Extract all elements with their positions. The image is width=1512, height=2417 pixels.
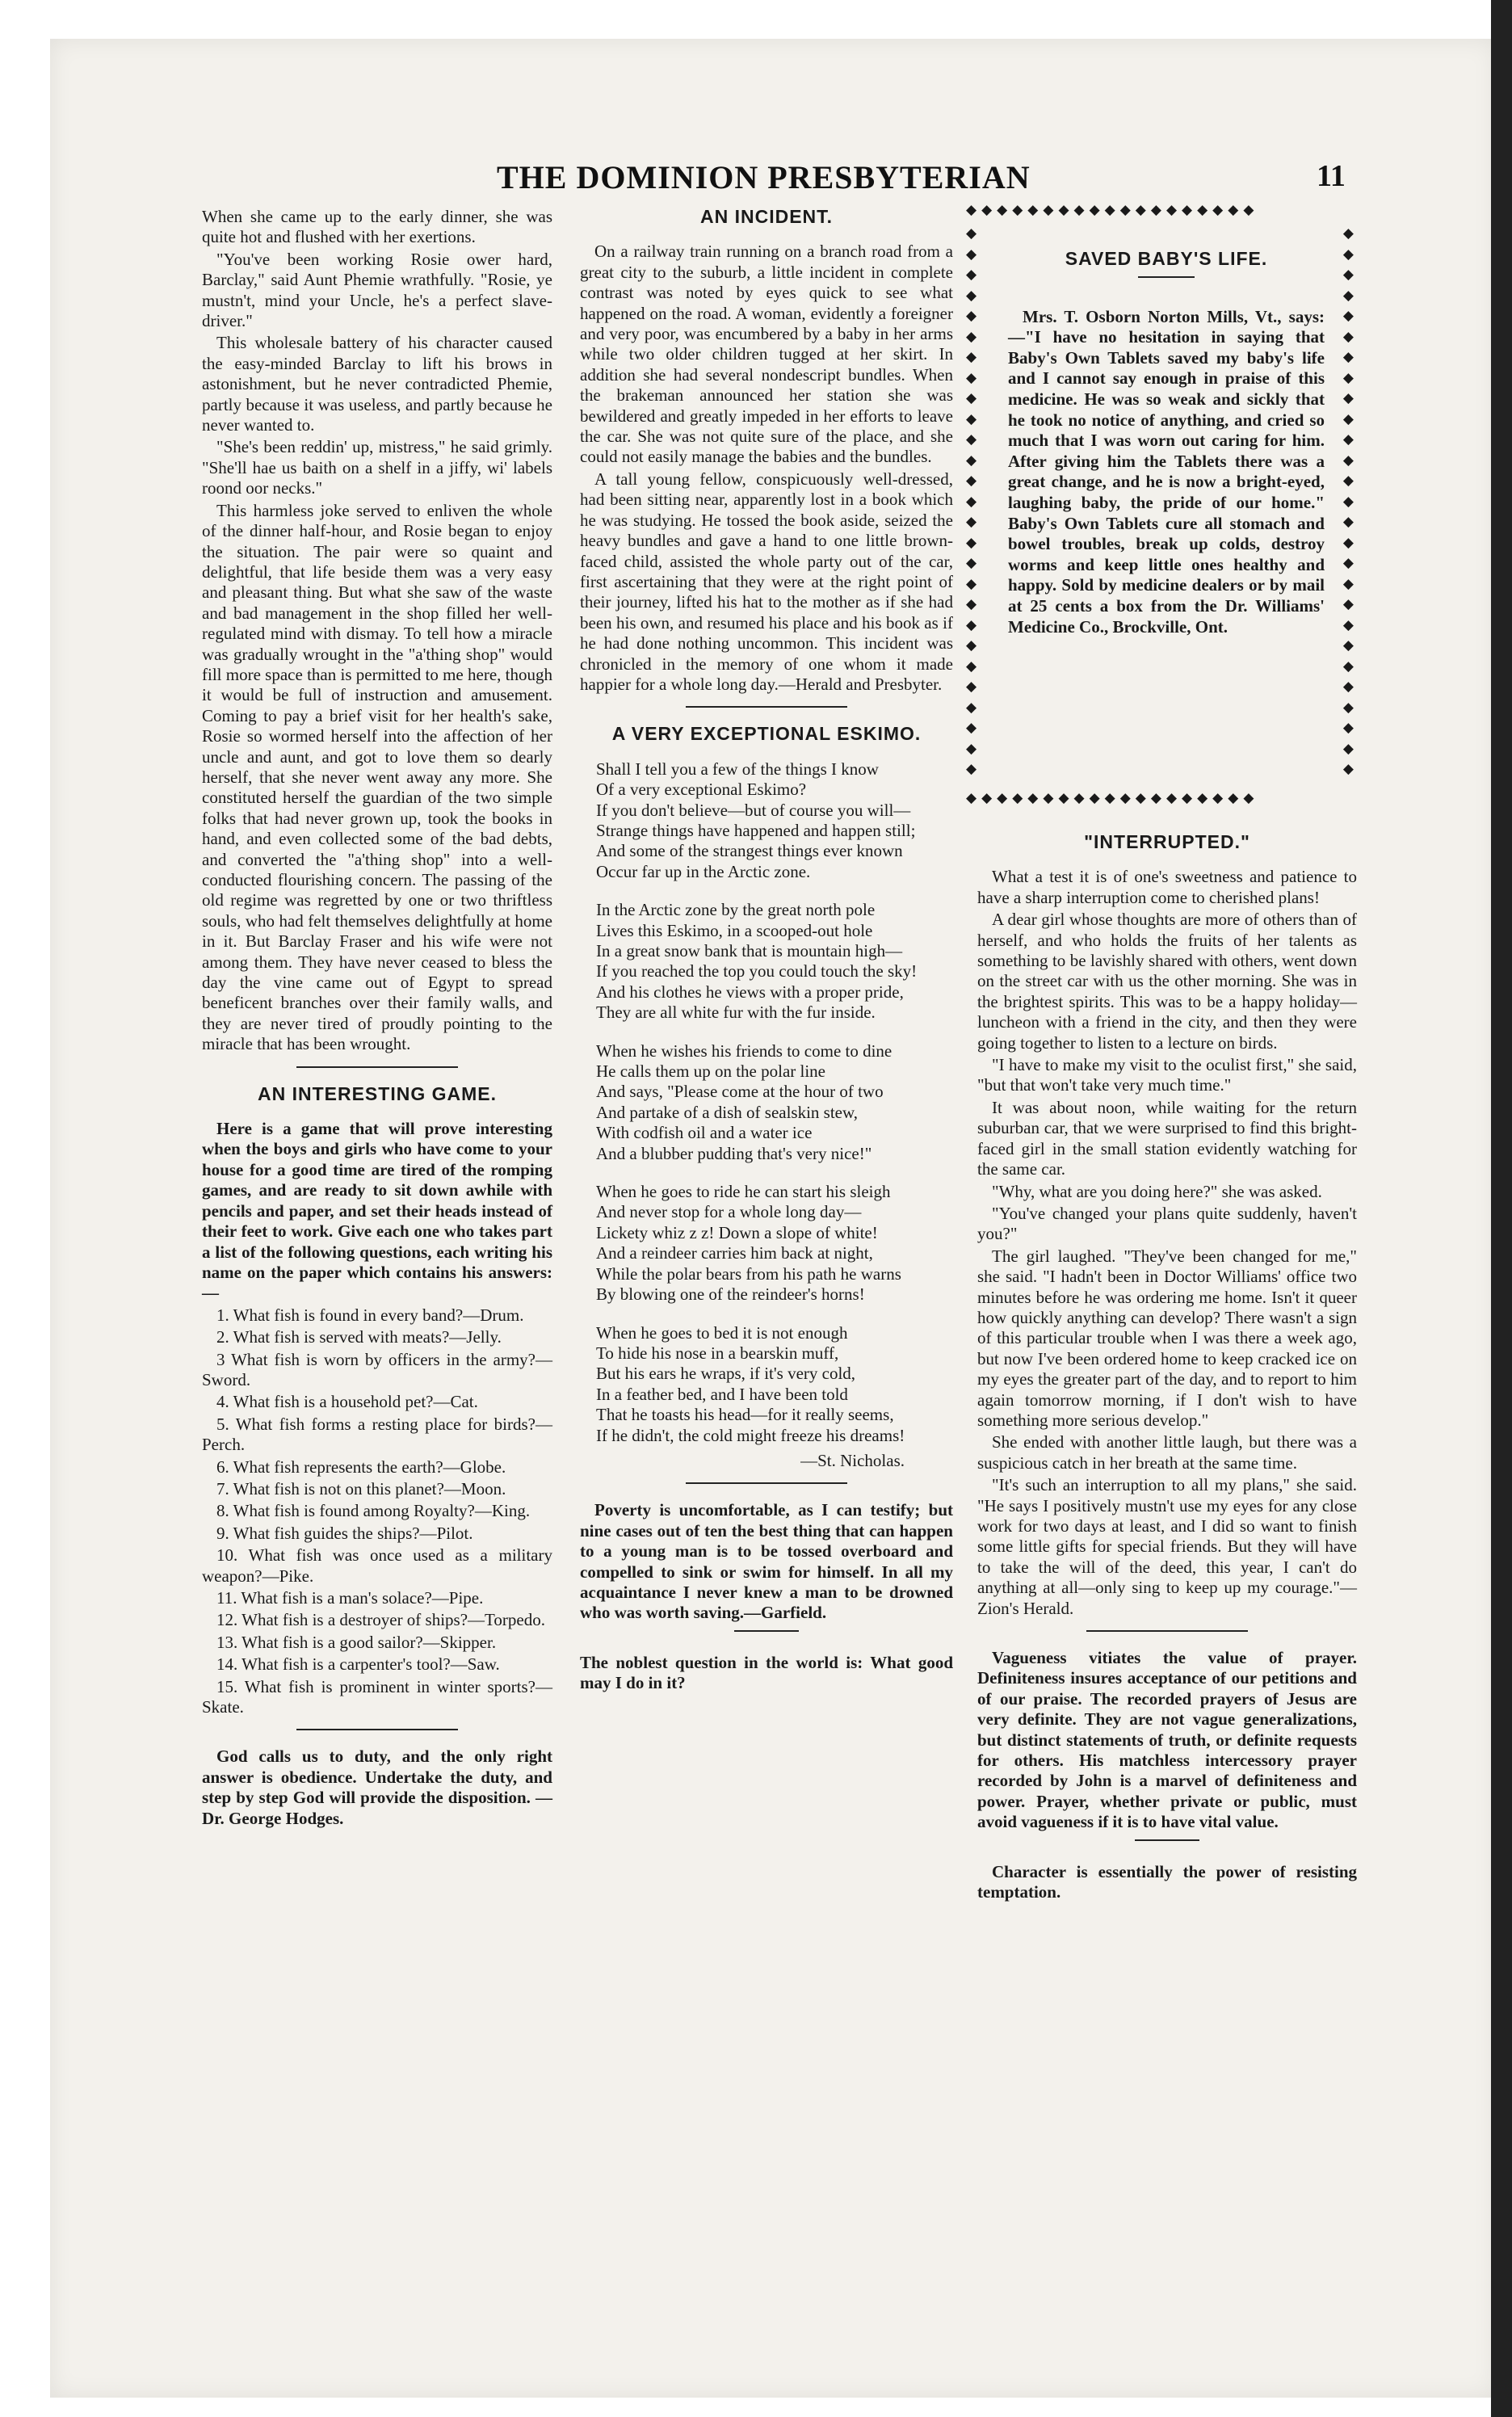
poem-line: When he goes to bed it is not enough (596, 1322, 848, 1343)
poem-line: Strange things have happened and happen still; (596, 820, 916, 840)
game-intro: Here is a game that will prove interesting when the boys and girls who have come to your house for a good time are tired of the romping games, and are ready to sit down awhile with pencils and paper, and set their heads instead of their feet to work. Give each one who takes part a list of the following questions, each writing his name on the paper which contains his answers:— (202, 1119, 552, 1303)
divider-rule (1138, 276, 1195, 278)
question-item: 3 What fish is worn by officers in the army?—Sword. (202, 1349, 552, 1389)
masthead-title: THE DOMINION PRESBYTERIAN (497, 159, 1031, 195)
divider-rule (734, 1630, 799, 1632)
interrupted-paragraph: What a test it is of one's sweetness and patience to have a sharp interruption come to cherished plans! (977, 867, 1357, 907)
eskimo-poem (580, 759, 953, 1446)
duty-quote: God calls us to duty, and the only right answer is obedience. Undertake the duty, and step by step God will provide the disposition. — Dr. George Hodges. (202, 1747, 552, 1828)
poem-stanza (580, 1182, 953, 1305)
question-item: 13. What fish is a good sailor?—Skipper. (216, 1632, 497, 1652)
question-item: 14. What fish is a carpenter's tool?—Saw. (216, 1654, 500, 1675)
interrupted-paragraph: It was about noon, while waiting for the return suburban car, that we were surprised to find this bright-faced girl in the small station evidently watching for the same car. (977, 1097, 1357, 1179)
poem-stanza (580, 900, 953, 1023)
question-item: 4. What fish is a household pet?—Cat. (216, 1392, 478, 1412)
poem-line: And a blubber pudding that's very nice!" (596, 1143, 872, 1163)
vagueness-paragraph: Vagueness vitiates the value of prayer. Definiteness insures acceptance of our petitions and of our praise. The recorded prayers of Jesus are very definite. They are not vague generalizations, but distinct statements of truth, or definite requests for others. His matchless intercessory prayer recorded by John is a marvel of definiteness and power. Prayer, whether private or public, must avoid vagueness if it is to have vital value. (977, 1648, 1357, 1832)
divider-rule (296, 1729, 458, 1730)
poem-line: Lickety whiz z z! Down a slope of white! (596, 1222, 878, 1242)
divider-rule (1135, 1839, 1199, 1841)
column-right (977, 832, 1357, 1905)
poem-line: In a feather bed, and I have been told (596, 1384, 848, 1404)
advertisement-box (966, 202, 1354, 805)
column-middle (580, 207, 953, 1696)
page-number: 11 (1317, 159, 1346, 193)
incident-paragraph: A tall young fellow, conspicuously well-dressed, had been sitting near, apparently lost in a book which he was studying. He tossed the book aside, seized the heavy bundles and gave a hand to one little brown-faced child, assisted the whole party out of the car, first ascertaining that they were at the right point of their journey, lifted his hat to the mother as if she had been his own, and resumed his place and his book as if he had done nothing uncommon. This incident was chronicled in the memory of one whom it made happier for a whole long day.—Herald and Presbyter. (580, 469, 953, 694)
game-heading: AN INTERESTING GAME. (257, 1082, 497, 1104)
ad-text: Mrs. T. Osborn Norton Mills, Vt., says:—"I have no hesitation in saying that Baby's Own Tablets saved my baby's life and I cannot say enough in praise of this medicine. He was so weak and sickly that he took no notice of anything, and cried so much that I was worn out caring for him. After giving him the Tablets there was a great change, and he is now a bright-eyed, laughing baby, the pride of our home." Baby's Own Tablets cure all stomach and bowel troubles, break up colds, destroy worms and keep little ones healthy and happy. Sold by medicine dealers or by mail at 25 cents a box from the Dr. Williams' Medicine Co., Brockville, Ont. (1008, 306, 1325, 637)
story-paragraph: When she came up to the early dinner, she was quite hot and flushed with her exertions. (202, 207, 552, 247)
interrupted-paragraph: "You've changed your plans quite suddenly, haven't you?" (977, 1203, 1357, 1244)
poem-stanza (580, 759, 953, 882)
poem-line: And says, "Please come at the hour of two (596, 1082, 884, 1102)
poem-line: Occur far up in the Arctic zone. (596, 861, 811, 881)
diamond-border-top: ◆◆◆◆◆◆◆◆◆◆◆◆◆◆◆◆◆◆◆ (966, 202, 1259, 217)
column-left (202, 207, 552, 1831)
poem-stanza (580, 1323, 953, 1446)
poem-line: And some of the strangest things ever known (596, 841, 903, 861)
question-item: 6. What fish represents the earth?—Globe. (216, 1457, 506, 1477)
ad-content (1008, 234, 1325, 637)
poem-line: And a reindeer carries him back at night, (596, 1243, 873, 1263)
interrupted-paragraph: She ended with another little laugh, but there was a suspicious catch in her breath at the same time. (977, 1432, 1357, 1473)
poem-line: But his ears he wraps, if it's very cold, (596, 1364, 856, 1384)
poem-line: Lives this Eskimo, in a scooped-out hole (596, 920, 873, 940)
question-item: 10. What fish was once used as a military weapon?—Pike. (202, 1545, 552, 1586)
interrupted-paragraph: The girl laughed. "They've been changed for me," she said. "I hadn't been in Doctor Williams' office two minutes before he was ordering me home. Isn't it queer how quickly anything can develop? There wasn't a sign of this particular trouble when I was there a week ago, but now I've been ordered home to keep cracked ice on my eyes the greater part of the day, and to report to him again tomorrow morning, if I don't wish to have something more serious develop." (977, 1246, 1357, 1430)
interrupted-paragraph: "I have to make my visit to the oculist first," she said, "but that won't take very much time." (977, 1055, 1357, 1095)
interrupted-heading: "INTERRUPTED." (1084, 831, 1250, 852)
question-item: 8. What fish is found among Royalty?—King. (216, 1501, 531, 1521)
question-item: 12. What fish is a destroyer of ships?—Torpedo. (216, 1610, 545, 1630)
question-list (202, 1305, 552, 1718)
incident-paragraph: On a railway train running on a branch road from a great city to the suburb, a little incident in complete contrast was noted by eyes quick to see what happened on the road. A woman, evidently a foreigner and very poor, was encumbered by a baby in her arms while two older children tugged at her skirt. In addition she had several nondescript bundles. When the brakeman announced her station she was bewildered and greatly impeded in her efforts to leave the car. She was not quite sure of the place, and she could not easily manage the babies and the bundles. (580, 242, 953, 467)
poem-line: He calls them up on the polar line (596, 1061, 826, 1082)
poem-line: When he goes to ride he can start his sleigh (596, 1182, 891, 1202)
poem-line: If he didn't, the cold might freeze his dreams! (596, 1425, 905, 1445)
question-item: 7. What fish is not on this planet?—Moon. (216, 1478, 506, 1499)
scan-edge (1491, 0, 1512, 2417)
ad-heading: SAVED BABY'S LIFE. (1065, 248, 1268, 269)
character-quote: Character is essentially the power of resisting temptation. (977, 1861, 1357, 1902)
question-item: 15. What fish is prominent in winter sports?—Skate. (202, 1676, 552, 1717)
story-paragraph: "You've been working Rosie ower hard, Barclay," said Aunt Phemie wrathfully. "Rosie, ye mustn't, mind your Uncle, he's a perfect slave-driver." (202, 249, 552, 331)
poem-stanza (580, 1041, 953, 1164)
poem-line: In the Arctic zone by the great north pole (596, 900, 876, 920)
diamond-border-left: ◆ ◆ ◆ ◆ ◆ ◆ ◆ ◆ ◆ ◆ ◆ ◆ ◆ ◆ ◆ ◆ ◆ ◆ ◆ ◆ ◆ ◆ ◆ ◆ ◆ ◆ ◆ (966, 225, 977, 776)
divider-rule (1086, 1630, 1248, 1632)
story-continuation (202, 207, 552, 1055)
diamond-border-bottom: ◆◆◆◆◆◆◆◆◆◆◆◆◆◆◆◆◆◆◆ (966, 790, 1259, 805)
poem-line: If you don't believe—but of course you will— (596, 800, 911, 820)
poem-line: That he toasts his head—for it really seems, (596, 1405, 894, 1425)
question-item: 9. What fish guides the ships?—Pilot. (216, 1523, 473, 1543)
question-item: 5. What fish forms a resting place for birds?—Perch. (202, 1414, 552, 1455)
poem-line: Shall I tell you a few of the things I know (596, 759, 879, 779)
poem-line: And never stop for a whole long day— (596, 1202, 862, 1222)
poem-line: In a great snow bank that is mountain high— (596, 941, 903, 960)
divider-rule (686, 1482, 847, 1484)
poem-line: And partake of a dish of sealskin stew, (596, 1102, 859, 1122)
poem-line: Of a very exceptional Eskimo? (596, 780, 807, 800)
poem-line: By blowing one of the reindeer's horns! (596, 1284, 865, 1305)
story-paragraph: This wholesale battery of his character caused the easy-minded Barclay to lift his brows in astonishment, but he never contradicted Phemie, partly because it was useless, and partly because he never wanted to. (202, 333, 552, 435)
question-item: 11. What fish is a man's solace?—Pipe. (216, 1588, 484, 1608)
interrupted-paragraph: "Why, what are you doing here?" she was asked. (992, 1181, 1322, 1201)
poem-line: If you reached the top you could touch the sky! (596, 961, 918, 982)
question-item: 2. What fish is served with meats?—Jelly. (216, 1327, 502, 1347)
interrupted-paragraph: A dear girl whose thoughts are more of others than of herself, and who holds the fruits of her talents as something to be lavishly shared with others, went down on the street car with us the other morning. She was in the brightest spirits. This was to be a happy holiday—luncheon with a friend in the city, and then they were going together to listen to a lecture on birds. (977, 910, 1357, 1053)
poverty-quote: Poverty is uncomfortable, as I can testify; but nine cases out of ten the best thing that can happen to a young man is to be tossed overboard and compelled to sink or swim for himself. In all my acquaintance I never knew a man to be drowned who was worth saving.—Garfield. (580, 1500, 953, 1623)
poem-line: When he wishes his friends to come to dine (596, 1040, 892, 1061)
poem-line: With codfish oil and a water ice (596, 1123, 813, 1143)
divider-rule (686, 706, 847, 708)
noblest-question: The noblest question in the world is: What good may I do in it? (580, 1652, 953, 1693)
question-item: 1. What fish is found in every band?—Drum. (216, 1305, 524, 1325)
poem-heading: A VERY EXCEPTIONAL ESKIMO. (611, 723, 922, 745)
story-paragraph: "She's been reddin' up, mistress," he said grimly. "She'll hae us baith on a shelf in a jiffy, wi' labels roond oor necks." (202, 437, 552, 498)
divider-rule (296, 1066, 458, 1068)
poem-source: —St. Nicholas. (800, 1450, 905, 1470)
interrupted-paragraph: "It's such an interruption to all my plans," she said. "He says I positively mustn't use my eyes for any close work for two days at least, and I did so want to finish some little gifts for special friends. But they will have to take the will of the deed, this year, I can't do anything at all—only sing to keep up my courage."—Zion's Herald. (977, 1475, 1357, 1618)
poem-line: While the polar bears from his path he warns (596, 1263, 901, 1284)
poem-line: To hide his nose in a bearskin muff, (596, 1343, 839, 1363)
poem-line: They are all white fur with the fur inside. (596, 1003, 876, 1023)
poem-line: And his clothes he views with a proper pride, (596, 982, 904, 1002)
story-paragraph: This harmless joke served to enliven the whole of the dinner half-hour, and Rosie began to enjoy the situation. The pair were so quaint and delightful, that life beside them was a very easy and pleasant thing. But what she saw of the waste and bad management in the shop filled her well-regulated mind with dismay. To tell how a miracle was gradually wrought in the "a'thing shop" would fill more space than is permitted to me here, though it would be full of instruction and amusement. Coming to pay a brief visit for her health's sake, Rosie so wormed herself into the affection of her uncle and aunt, and got to love them so dearly herself, that she never went away any more. She constituted herself the guardian of the two simple folks that had never grown up, took the books in hand, and even collected some of the bad debts, and converted the "a'thing shop" into a well-conducted flourishing concern. The passing of the old regime was regretted by one or two thriftless souls, who had felt themselves delightfully at home in it. But Barclay Fraser and his wife were not among them. They have never ceased to bless the day the vine came out of Egypt to spread beneficent branches over their family walls, and they are never tired of proudly pointing to the miracle that has been wrought. (202, 500, 552, 1054)
diamond-border-right: ◆ ◆ ◆ ◆ ◆ ◆ ◆ ◆ ◆ ◆ ◆ ◆ ◆ ◆ ◆ ◆ ◆ ◆ ◆ ◆ ◆ ◆ ◆ ◆ ◆ ◆ ◆ (1342, 225, 1354, 776)
incident-heading: AN INCIDENT. (699, 206, 834, 227)
